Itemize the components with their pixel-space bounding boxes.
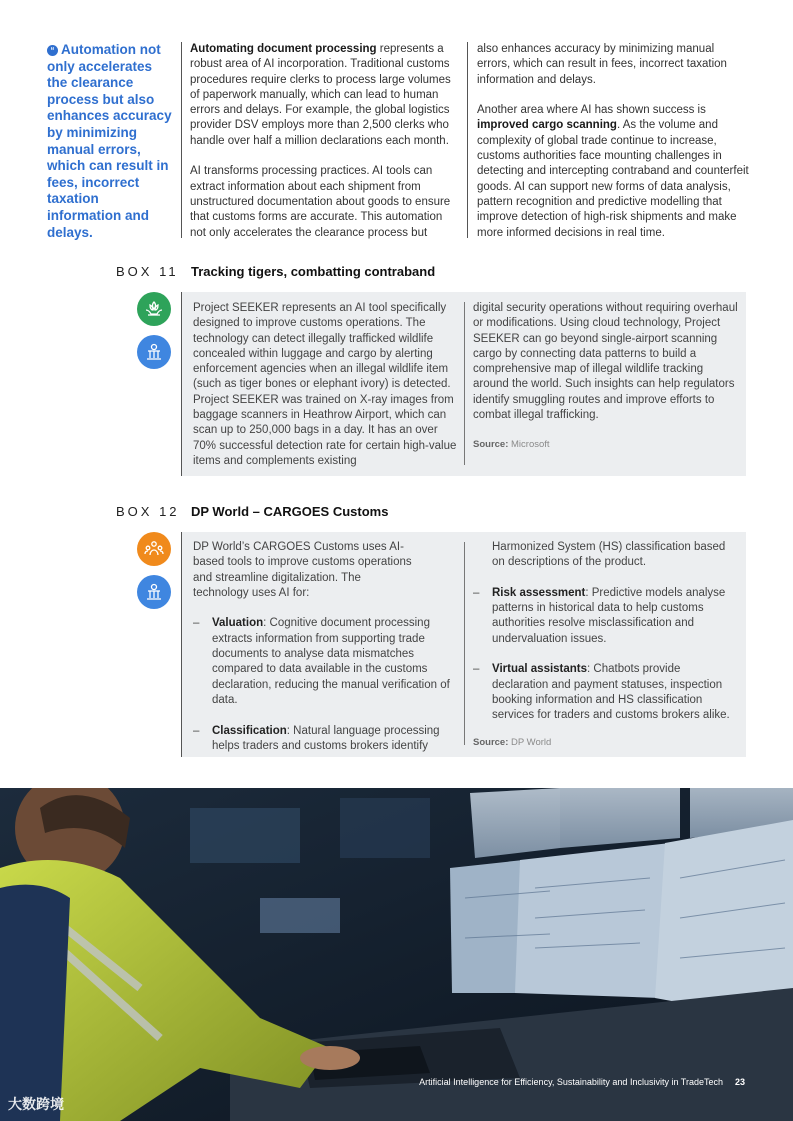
- list-item: [193, 616, 455, 708]
- box-12-col-2: [473, 540, 735, 739]
- box-11-col-2: digital security operations without requiring overhaul or modifications. Using cloud technology, Project SEEKER can go beyond single-airport scanning cargo by connecting data patterns to build a comprehensive map of illegal wildlife tracking around the world. Such insights can help regulators identify smuggling routes and improve efforts to combat illegal trafficking.: [473, 302, 738, 422]
- column-divider: [181, 42, 182, 238]
- list-item-continued: Harmonized System (HS) classification based on descriptions of the product.: [492, 541, 726, 569]
- panel-divider: [464, 302, 465, 465]
- list-item: [473, 586, 735, 647]
- intro-column-2: [477, 42, 749, 256]
- intro-column-1: [190, 42, 460, 256]
- page-number: 23: [734, 1077, 745, 1087]
- box-11-col-1: Project SEEKER represents an AI tool specifically designed to improve customs operations. The technology can detect illegally trafficked wildlife concealed within luggage and cargo by alerting enforcement agencies when an illegal wildlife item (such as tiger bones or elephant ivory) is detected. Project SEEKER was trained on X-ray images from baggage scanners in Heathrow Airport, which can scan up to 250,000 bags in a day. It has an over 70% successful detection rate for certain high-value items and complements existing: [193, 302, 457, 467]
- list-item-text: : Natural language processing helps traders and customs brokers identify: [212, 724, 440, 752]
- intro-paragraph: [477, 103, 749, 241]
- box-12-title: DP World – CARGOES Customs: [191, 504, 389, 519]
- source-label: Source:: [473, 439, 509, 450]
- source-label: Source:: [473, 737, 509, 748]
- dash-bullet: –: [193, 724, 200, 737]
- box-11-source: [473, 439, 550, 450]
- list-item-text: : Predictive models analyse patterns in historical data to help customs authorities resolve misclassification and undervaluation issues.: [492, 586, 726, 645]
- dash-bullet: –: [473, 586, 480, 599]
- box-12-source: [473, 737, 551, 748]
- intro-bold: improved cargo scanning: [477, 119, 617, 132]
- list-item: [193, 724, 455, 755]
- customs-building-icon: [137, 575, 171, 609]
- control-room-photo: [0, 788, 793, 1121]
- dash-bullet: –: [193, 617, 200, 630]
- list-item-bold: Valuation: [212, 617, 264, 630]
- box-11-panel: [182, 292, 746, 476]
- box-11-label: BOX 11: [116, 264, 179, 279]
- list-item-bold: Risk assessment: [492, 586, 586, 599]
- box-12-intro: DP World’s CARGOES Customs uses AI-based tools to improve customs operations and streamline digitalization. The technology uses AI for:: [193, 541, 412, 599]
- panel-divider: [464, 542, 465, 745]
- source-value: Microsoft: [511, 439, 550, 450]
- footer: [419, 1077, 745, 1087]
- intro-paragraph: AI transforms processing practices. AI tools can extract information about each shipment from unstructured documentation about goods to ensure that customs forms are accurate. This automation not only accelerates the clearance process but: [190, 165, 451, 239]
- intro-text: . As the volume and complexity of global trade continue to increase, customs authorities face mounting challenges in detecting and intercepting contraband and counterfeit goods. AI can support new forms of data analysis, pattern recognition and predictive modelling that improve detection of high-risk shipments and make more informed decisions in real time.: [477, 119, 749, 239]
- wildlife-hands-icon: [137, 292, 171, 326]
- customs-building-icon: [137, 335, 171, 369]
- source-value: DP World: [511, 737, 552, 748]
- column-divider: [467, 42, 468, 238]
- footer-title: Artificial Intelligence for Efficiency, Sustainability and Inclusivity in TradeTech: [419, 1077, 723, 1087]
- quote-mark-icon: “: [47, 45, 58, 56]
- watermark: 大数跨境: [8, 1096, 64, 1112]
- list-item: [473, 662, 735, 723]
- box-12-panel: [182, 532, 746, 757]
- list-item-text: : Chatbots provide declaration and payment statuses, inspection booking information and HS classification services for traders and customs brokers alike.: [492, 663, 730, 722]
- intro-text: Another area where AI has shown success is: [477, 104, 706, 117]
- intro-paragraph: [190, 42, 460, 149]
- pull-quote: [47, 42, 175, 241]
- list-item-bold: Virtual assistants: [492, 663, 588, 676]
- intro-text: represents a robust area of AI incorporation. Traditional customs procedures require clerks to process large volumes of paperwork manually, which can lead to human errors and delays. For example, the global logistics provider DSV employs more than 2,500 clerks who handle over half a million declarations each month.: [190, 43, 451, 147]
- list-item-text: : Cognitive document processing extracts information from supporting trade documents to analyse data mismatches compared to data available in the customs declaration, reducing the manual verification of data.: [212, 617, 450, 706]
- dash-bullet: –: [473, 663, 480, 676]
- box-12-label: BOX 12: [116, 504, 180, 519]
- intro-paragraph: also enhances accuracy by minimizing manual errors, which can result in fees, incorrect taxation information and delays.: [477, 43, 727, 86]
- box-12-col-1: [193, 540, 455, 769]
- people-network-icon: [137, 532, 171, 566]
- intro-bold: Automating document processing: [190, 43, 377, 55]
- pull-quote-text: Automation not only accelerates the clearance process but also enhances accuracy by minimizing manual errors, which can result in fees, incorrect taxation information and delays.: [47, 42, 172, 240]
- box-11-title: Tracking tigers, combatting contraband: [191, 264, 436, 279]
- list-item-bold: Classification: [212, 724, 287, 737]
